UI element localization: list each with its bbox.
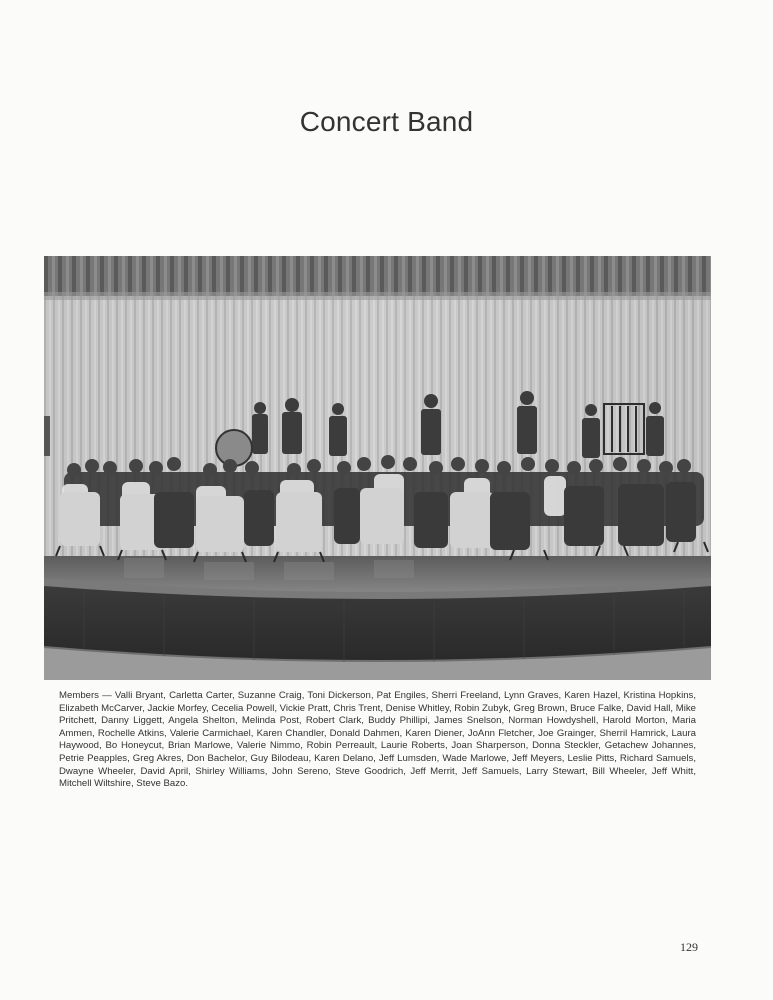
band-group-photo [44,256,711,680]
page-number: 129 [680,940,698,954]
member-list-caption: Members — Valli Bryant, Carletta Carter, Suzanne Craig, Toni Dickerson, Pat Engiles, Sherri Freeland, Lynn Graves, Karen Hazel, Kristina Hopkins, Elizabeth McCarver, Jackie Morfey, Cecelia Powell, Vickie Pratt, Chris Trent, Denise Whitley, Robin Zubyk, Greg Brown, Bruce Falke, David Hall, Mike Pritchett, Danny Liggett, Angela Shelton, Melinda Post, Robert Clark, Buddy Phillipi, James Snelson, Norman Howdyshell, Harold Morton, Maria Ammen, Rochelle Atkins, Valerie Carmichael, Karen Chandler, Donald Dahmen, Karen Diener, JoAnn Fletcher, Joe Grainger, Sherril Hamrick, Laura Haywood, Bo Honeycut, Brian Marlowe, Valerie Nimmo, Robin Perreault, Laurie Roberts, Joan Sharperson, Donna Steckler, Getachew Johannes, Petrie Peapples, Greg Akres, Don Bachelor, Guy Bilodeau, Karen Delano, Jeff Lumsden, Wade Marlowe, Jeff Meyers, Leslie Pitts, Richard Samuels, Dwayne Wheeler, David April, Shirley Williams, John Sereno, Steve Goodrich, Jeff Merrit, Jeff Samuels, Larry Stewart, Bill Wheeler, Jeff Whitt, Mitchell Wiltshire, Steve Bazo. [59,690,696,790]
page-title: Concert Band [299,106,474,137]
